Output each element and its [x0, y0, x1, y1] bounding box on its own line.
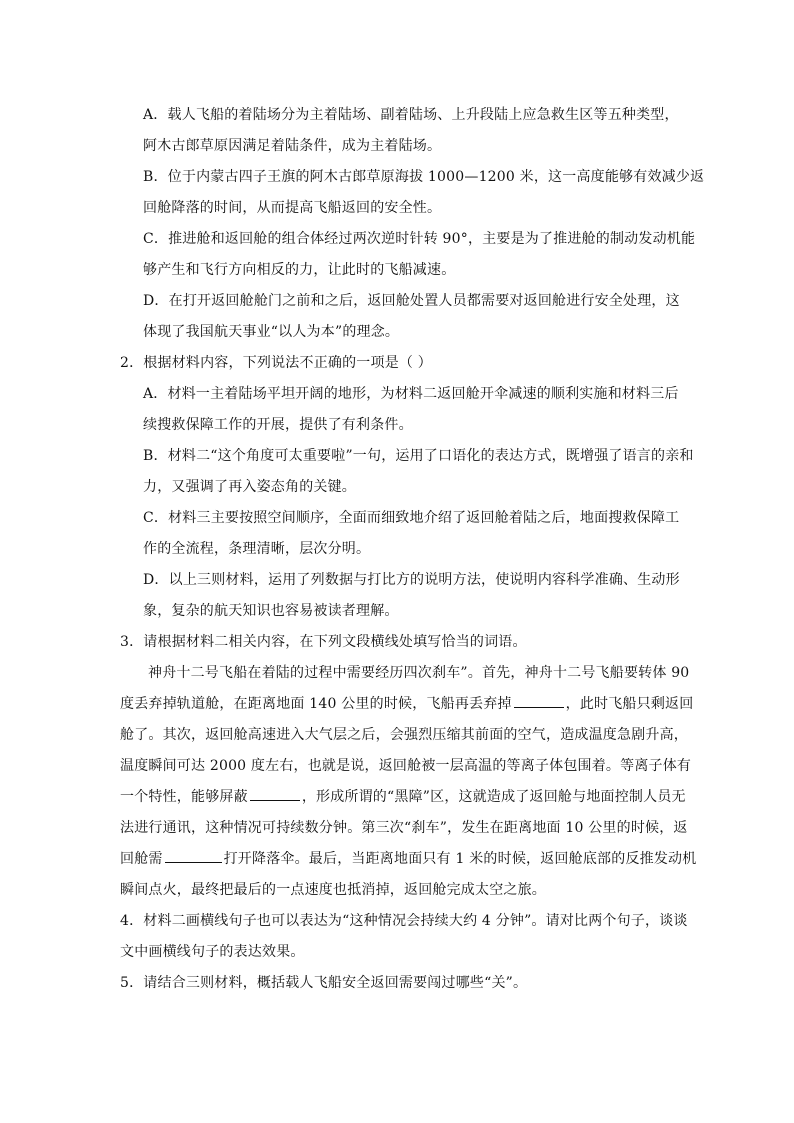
fill-blank-1: [514, 693, 564, 708]
q1-option-b-line1: B．位于内蒙古四子王旗的阿木古郎草原海拔 1000—1200 米，这一高度能够有效减少返: [143, 169, 705, 185]
q3-line5-text-a: 一个特性，能够屏蔽: [120, 789, 248, 805]
q3-paragraph-line3: 舱了。其次，返回舱高速进入大气层之后，会强烈压缩其前面的空气，造成温度急剧升高，: [120, 727, 688, 743]
q5-line1: 5．请结合三则材料，概括载人飞船安全返回需要闯过哪些“关”。: [120, 975, 528, 991]
q1-option-d-line2: 体现了我国航天事业“以人为本”的理念。: [143, 324, 400, 340]
q3-paragraph-line5: [0, 782, 794, 813]
document-content: [0, 100, 794, 999]
q2-option-a-line1: A．材料一主着陆场平坦开阔的地形，为材料二返回舱开伞减速的顺利实施和材料三后: [143, 386, 679, 402]
q3-line2-text-a: 度丢弃掉轨道舱，在距离地面 140 公里的时候，飞船再丢弃掉: [120, 696, 512, 712]
q3-paragraph-line6: 法进行通讯，这种情况可持续数分钟。第三次“刹车”，发生在距离地面 10 公里的时候，返: [120, 820, 688, 836]
q3-paragraph-line7: [0, 844, 794, 875]
q1-option-d-line1: D．在打开返回舱舱门之前和之后，返回舱处置人员都需要对返回舱进行安全处理，这: [143, 293, 680, 309]
q2-option-a-line2: 续搜救保障工作的开展，提供了有利条件。: [143, 417, 413, 433]
q1-option-a-line1: A．载人飞船的着陆场分为主着陆场、副着陆场、上升段陆上应急救生区等五种类型，: [143, 107, 679, 123]
q2-option-d-line2: 象，复杂的航天知识也容易被读者理解。: [143, 603, 399, 619]
fill-blank-3: [165, 848, 222, 863]
q3-paragraph-line4: 温度瞬间可达 2000 度左右，也就是说，返回舱被一层高温的等离子体包围着。等离子体有: [120, 758, 692, 774]
q3-line2-text-b: ，此时飞船只剩返回: [565, 696, 694, 712]
q2-stem: 2．根据材料内容，下列说法不正确的一项是（ ）: [120, 355, 432, 371]
q2-option-b-line2: 力，又强调了再入姿态角的关键。: [143, 479, 356, 495]
q4-line2: 文中画横线句子的表达效果。: [120, 944, 305, 960]
q2-option-c-line2: 作的全流程，条理清晰，层次分明。: [143, 541, 371, 557]
q3-paragraph-line8: 瞬间点火，最终把最后的一点速度也抵消掉，返回舱完成太空之旅。: [120, 882, 546, 898]
q3-line7-text-b: 打开降落伞。最后，当距离地面只有 1 米的时候，返回舱底部的反推发动机: [223, 851, 697, 867]
q1-option-b-line2: 回舱降落的时间，从而提高飞船返回的安全性。: [143, 200, 442, 216]
q1-option-c-line1: C．推进舱和返回舱的组合体经过两次逆时针转 90°，主要是为了推进舱的制动发动机能: [143, 231, 696, 247]
q1-option-c-line2: 够产生和飞行方向相反的力，让此时的飞船减速。: [143, 262, 456, 278]
q4-line1: 4．材料二画横线句子也可以表达为“这种情况会持续大约 4 分钟”。请对比两个句子，谈谈: [120, 913, 688, 929]
fill-blank-2: [250, 786, 300, 801]
q3-paragraph-line1: 神舟十二号飞船在着陆的过程中需要经历四次刹车”。首先，神舟十二号飞船要转体 90: [148, 665, 690, 681]
q3-paragraph-line2: [0, 689, 794, 720]
q3-line7-text-a: 回舱需: [120, 851, 163, 867]
q2-option-d-line1: D．以上三则材料，运用了列数据与打比方的说明方法，使说明内容科学准确、生动形: [143, 572, 680, 588]
q3-stem: 3．请根据材料二相关内容，在下列文段横线处填写恰当的词语。: [120, 634, 527, 650]
q3-line5-text-b: ，形成所谓的“黑障”区，这就造成了返回舱与地面控制人员无: [301, 789, 686, 805]
q2-option-b-line1: B．材料二“这个角度可太重要啦”一句，运用了口语化的表达方式，既增强了语言的亲和: [143, 448, 694, 464]
q2-option-c-line1: C．材料三主要按照空间顺序，全面而细致地介绍了返回舱着陆之后，地面搜救保障工: [143, 510, 680, 526]
q1-option-a-line2: 阿木古郎草原因满足着陆条件，成为主着陆场。: [143, 138, 442, 154]
